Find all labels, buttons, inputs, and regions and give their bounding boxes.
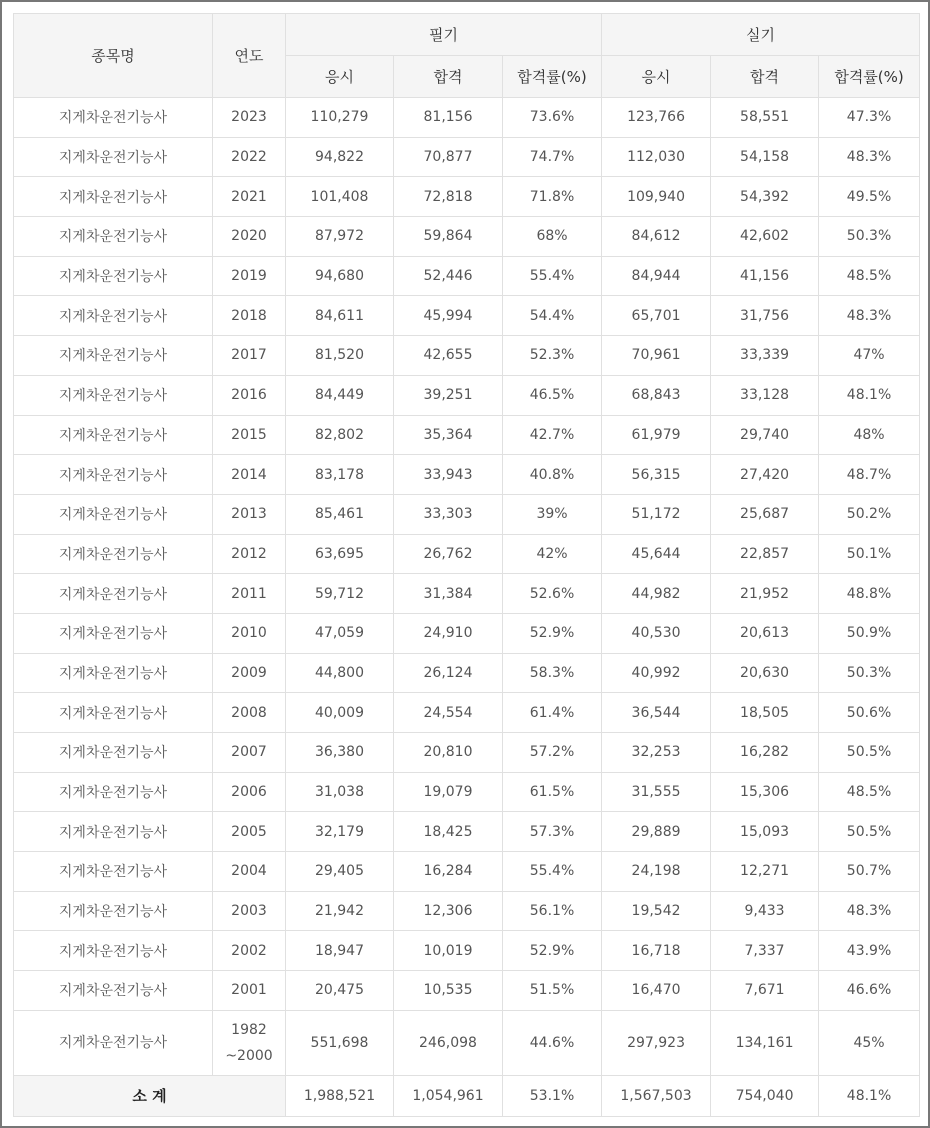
cell-year: 2020 — [213, 217, 286, 257]
cell-practical-passed: 15,306 — [711, 772, 819, 812]
cell-written-rate: 56.1% — [503, 891, 602, 931]
cell-written-passed: 33,943 — [394, 455, 503, 495]
cell-year: 2005 — [213, 812, 286, 852]
cell-written-rate: 74.7% — [503, 137, 602, 177]
header-year: 연도 — [213, 14, 286, 98]
cell-written-passed: 35,364 — [394, 415, 503, 455]
cell-name: 지게차운전기능사 — [14, 812, 213, 852]
cell-practical-passed: 25,687 — [711, 494, 819, 534]
cell-written-rate: 52.9% — [503, 931, 602, 971]
table-row — [14, 137, 920, 177]
cell-year: 2019 — [213, 256, 286, 296]
table-row — [14, 177, 920, 217]
cell-written-rate: 39% — [503, 494, 602, 534]
cell-written-applied: 84,611 — [286, 296, 394, 336]
cell-practical-passed: 15,093 — [711, 812, 819, 852]
cell-written-rate: 44.6% — [503, 1010, 602, 1075]
cell-practical-passed: 9,433 — [711, 891, 819, 931]
cell-written-rate: 51.5% — [503, 971, 602, 1011]
cell-practical-applied: 16,718 — [602, 931, 711, 971]
pass-rate-table — [13, 13, 920, 1117]
cell-practical-passed: 22,857 — [711, 534, 819, 574]
cell-written-passed: 45,994 — [394, 296, 503, 336]
cell-written-passed: 24,910 — [394, 613, 503, 653]
cell-written-applied: 94,680 — [286, 256, 394, 296]
cell-practical-passed: 7,337 — [711, 931, 819, 971]
cell-year: 2010 — [213, 613, 286, 653]
cell-year: 2006 — [213, 772, 286, 812]
table-row — [14, 1010, 920, 1075]
cell-practical-rate: 49.5% — [819, 177, 920, 217]
cell-practical-rate: 48.3% — [819, 891, 920, 931]
cell-name: 지게차운전기능사 — [14, 1010, 213, 1075]
cell-name: 지게차운전기능사 — [14, 336, 213, 376]
cell-written-applied: 47,059 — [286, 613, 394, 653]
cell-written-applied: 32,179 — [286, 812, 394, 852]
cell-written-applied: 82,802 — [286, 415, 394, 455]
cell-year: 2004 — [213, 852, 286, 892]
cell-written-applied: 85,461 — [286, 494, 394, 534]
cell-written-passed: 59,864 — [394, 217, 503, 257]
cell-written-rate: 57.3% — [503, 812, 602, 852]
cell-written-passed: 20,810 — [394, 733, 503, 773]
cell-practical-passed: 29,740 — [711, 415, 819, 455]
cell-written-applied: 94,822 — [286, 137, 394, 177]
cell-practical-rate: 50.5% — [819, 733, 920, 773]
cell-name: 지게차운전기능사 — [14, 375, 213, 415]
cell-practical-rate: 48.3% — [819, 296, 920, 336]
table-row — [14, 296, 920, 336]
cell-practical-passed: 20,630 — [711, 653, 819, 693]
cell-year: 1982 ~2000 — [213, 1010, 286, 1075]
cell-year: 2002 — [213, 931, 286, 971]
cell-written-applied: 40,009 — [286, 693, 394, 733]
table-row — [14, 415, 920, 455]
header-written-applied: 응시 — [286, 56, 394, 98]
cell-year: 2018 — [213, 296, 286, 336]
cell-name: 지게차운전기능사 — [14, 574, 213, 614]
cell-practical-applied: 16,470 — [602, 971, 711, 1011]
cell-practical-rate: 45% — [819, 1010, 920, 1075]
table-row — [14, 891, 920, 931]
cell-written-rate: 73.6% — [503, 98, 602, 138]
cell-name: 지게차운전기능사 — [14, 455, 213, 495]
cell-written-applied: 110,279 — [286, 98, 394, 138]
table-row — [14, 494, 920, 534]
cell-practical-applied: 68,843 — [602, 375, 711, 415]
total-label: 소 계 — [14, 1075, 286, 1116]
cell-practical-rate: 47.3% — [819, 98, 920, 138]
table-row — [14, 733, 920, 773]
cell-practical-passed: 41,156 — [711, 256, 819, 296]
cell-written-rate: 61.4% — [503, 693, 602, 733]
cell-written-rate: 42% — [503, 534, 602, 574]
cell-year: 2021 — [213, 177, 286, 217]
header-name: 종목명 — [14, 14, 213, 98]
total-practical-passed: 754,040 — [711, 1075, 819, 1116]
cell-year: 2012 — [213, 534, 286, 574]
table-row — [14, 812, 920, 852]
cell-written-passed: 39,251 — [394, 375, 503, 415]
cell-year: 2007 — [213, 733, 286, 773]
cell-name: 지게차운전기능사 — [14, 733, 213, 773]
cell-written-rate: 68% — [503, 217, 602, 257]
cell-written-passed: 10,019 — [394, 931, 503, 971]
cell-name: 지게차운전기능사 — [14, 971, 213, 1011]
cell-written-applied: 59,712 — [286, 574, 394, 614]
table-row — [14, 455, 920, 495]
cell-written-passed: 10,535 — [394, 971, 503, 1011]
table-row — [14, 931, 920, 971]
cell-written-passed: 12,306 — [394, 891, 503, 931]
cell-written-rate: 55.4% — [503, 852, 602, 892]
cell-practical-applied: 44,982 — [602, 574, 711, 614]
cell-practical-passed: 20,613 — [711, 613, 819, 653]
cell-name: 지게차운전기능사 — [14, 494, 213, 534]
table-row — [14, 375, 920, 415]
cell-year: 2023 — [213, 98, 286, 138]
total-written-rate: 53.1% — [503, 1075, 602, 1116]
table-row — [14, 217, 920, 257]
cell-written-rate: 58.3% — [503, 653, 602, 693]
cell-written-applied: 44,800 — [286, 653, 394, 693]
cell-practical-rate: 43.9% — [819, 931, 920, 971]
total-practical-applied: 1,567,503 — [602, 1075, 711, 1116]
cell-name: 지게차운전기능사 — [14, 891, 213, 931]
table-row — [14, 653, 920, 693]
cell-year: 2013 — [213, 494, 286, 534]
table-row — [14, 971, 920, 1011]
cell-practical-rate: 48% — [819, 415, 920, 455]
cell-practical-rate: 48.3% — [819, 137, 920, 177]
cell-practical-applied: 109,940 — [602, 177, 711, 217]
cell-written-rate: 57.2% — [503, 733, 602, 773]
cell-written-passed: 70,877 — [394, 137, 503, 177]
cell-name: 지게차운전기능사 — [14, 852, 213, 892]
cell-practical-applied: 19,542 — [602, 891, 711, 931]
cell-written-rate: 61.5% — [503, 772, 602, 812]
cell-practical-applied: 56,315 — [602, 455, 711, 495]
cell-written-passed: 31,384 — [394, 574, 503, 614]
cell-written-applied: 21,942 — [286, 891, 394, 931]
cell-written-applied: 551,698 — [286, 1010, 394, 1075]
cell-name: 지게차운전기능사 — [14, 256, 213, 296]
cell-practical-rate: 48.1% — [819, 375, 920, 415]
total-practical-rate: 48.1% — [819, 1075, 920, 1116]
cell-practical-passed: 33,128 — [711, 375, 819, 415]
cell-practical-applied: 40,992 — [602, 653, 711, 693]
cell-practical-rate: 50.1% — [819, 534, 920, 574]
cell-written-passed: 24,554 — [394, 693, 503, 733]
cell-written-passed: 26,762 — [394, 534, 503, 574]
header-practical-rate: 합격률(%) — [819, 56, 920, 98]
cell-name: 지게차운전기능사 — [14, 653, 213, 693]
cell-written-applied: 20,475 — [286, 971, 394, 1011]
cell-name: 지게차운전기능사 — [14, 177, 213, 217]
cell-practical-rate: 50.7% — [819, 852, 920, 892]
cell-written-applied: 83,178 — [286, 455, 394, 495]
cell-practical-applied: 24,198 — [602, 852, 711, 892]
cell-written-applied: 84,449 — [286, 375, 394, 415]
header-practical: 실기 — [602, 14, 920, 56]
cell-written-rate: 46.5% — [503, 375, 602, 415]
cell-practical-rate: 50.2% — [819, 494, 920, 534]
table-row — [14, 772, 920, 812]
cell-written-rate: 55.4% — [503, 256, 602, 296]
cell-practical-rate: 50.6% — [819, 693, 920, 733]
cell-written-applied: 36,380 — [286, 733, 394, 773]
cell-practical-rate: 50.3% — [819, 653, 920, 693]
cell-written-applied: 29,405 — [286, 852, 394, 892]
cell-practical-applied: 70,961 — [602, 336, 711, 376]
header-practical-applied: 응시 — [602, 56, 711, 98]
cell-written-passed: 33,303 — [394, 494, 503, 534]
total-written-passed: 1,054,961 — [394, 1075, 503, 1116]
total-written-applied: 1,988,521 — [286, 1075, 394, 1116]
cell-written-rate: 40.8% — [503, 455, 602, 495]
cell-name: 지게차운전기능사 — [14, 296, 213, 336]
header-written-passed: 합격 — [394, 56, 503, 98]
cell-year: 2015 — [213, 415, 286, 455]
table-row — [14, 693, 920, 733]
cell-practical-passed: 18,505 — [711, 693, 819, 733]
table-row — [14, 98, 920, 138]
cell-year: 2008 — [213, 693, 286, 733]
cell-written-passed: 19,079 — [394, 772, 503, 812]
cell-name: 지게차운전기능사 — [14, 931, 213, 971]
cell-written-passed: 72,818 — [394, 177, 503, 217]
header-practical-passed: 합격 — [711, 56, 819, 98]
cell-practical-passed: 33,339 — [711, 336, 819, 376]
cell-practical-passed: 134,161 — [711, 1010, 819, 1075]
cell-practical-applied: 65,701 — [602, 296, 711, 336]
cell-written-applied: 31,038 — [286, 772, 394, 812]
total-row — [14, 1075, 920, 1116]
cell-name: 지게차운전기능사 — [14, 217, 213, 257]
cell-practical-applied: 40,530 — [602, 613, 711, 653]
cell-practical-rate: 48.8% — [819, 574, 920, 614]
cell-practical-rate: 50.9% — [819, 613, 920, 653]
cell-practical-rate: 50.5% — [819, 812, 920, 852]
cell-name: 지게차운전기능사 — [14, 772, 213, 812]
cell-practical-applied: 29,889 — [602, 812, 711, 852]
cell-practical-rate: 48.5% — [819, 772, 920, 812]
cell-year: 2011 — [213, 574, 286, 614]
cell-written-passed: 18,425 — [394, 812, 503, 852]
cell-year: 2022 — [213, 137, 286, 177]
cell-practical-passed: 21,952 — [711, 574, 819, 614]
cell-practical-rate: 47% — [819, 336, 920, 376]
cell-practical-passed: 7,671 — [711, 971, 819, 1011]
table-row — [14, 336, 920, 376]
cell-written-rate: 54.4% — [503, 296, 602, 336]
cell-practical-passed: 31,756 — [711, 296, 819, 336]
cell-practical-rate: 48.5% — [819, 256, 920, 296]
cell-written-applied: 81,520 — [286, 336, 394, 376]
cell-practical-passed: 58,551 — [711, 98, 819, 138]
cell-practical-applied: 36,544 — [602, 693, 711, 733]
cell-written-rate: 52.9% — [503, 613, 602, 653]
cell-practical-rate: 48.7% — [819, 455, 920, 495]
cell-written-passed: 246,098 — [394, 1010, 503, 1075]
cell-year: 2014 — [213, 455, 286, 495]
table-row — [14, 534, 920, 574]
cell-name: 지게차운전기능사 — [14, 613, 213, 653]
cell-practical-rate: 46.6% — [819, 971, 920, 1011]
cell-practical-applied: 31,555 — [602, 772, 711, 812]
header-written: 필기 — [286, 14, 602, 56]
cell-year: 2017 — [213, 336, 286, 376]
table-row — [14, 574, 920, 614]
cell-practical-passed: 16,282 — [711, 733, 819, 773]
cell-practical-rate: 50.3% — [819, 217, 920, 257]
cell-name: 지게차운전기능사 — [14, 137, 213, 177]
cell-written-applied: 101,408 — [286, 177, 394, 217]
cell-year: 2001 — [213, 971, 286, 1011]
cell-written-rate: 52.6% — [503, 574, 602, 614]
cell-year: 2009 — [213, 653, 286, 693]
cell-practical-applied: 45,644 — [602, 534, 711, 574]
cell-written-passed: 42,655 — [394, 336, 503, 376]
cell-practical-applied: 112,030 — [602, 137, 711, 177]
cell-practical-passed: 54,158 — [711, 137, 819, 177]
cell-practical-applied: 32,253 — [602, 733, 711, 773]
cell-practical-applied: 297,923 — [602, 1010, 711, 1075]
cell-written-applied: 87,972 — [286, 217, 394, 257]
cell-written-applied: 63,695 — [286, 534, 394, 574]
cell-practical-passed: 27,420 — [711, 455, 819, 495]
cell-practical-applied: 84,612 — [602, 217, 711, 257]
cell-written-passed: 81,156 — [394, 98, 503, 138]
cell-practical-passed: 12,271 — [711, 852, 819, 892]
cell-practical-passed: 54,392 — [711, 177, 819, 217]
header-written-rate: 합격률(%) — [503, 56, 602, 98]
cell-practical-applied: 51,172 — [602, 494, 711, 534]
cell-written-passed: 52,446 — [394, 256, 503, 296]
table-row — [14, 852, 920, 892]
cell-written-applied: 18,947 — [286, 931, 394, 971]
cell-practical-passed: 42,602 — [711, 217, 819, 257]
cell-name: 지게차운전기능사 — [14, 98, 213, 138]
cell-written-rate: 71.8% — [503, 177, 602, 217]
cell-practical-applied: 61,979 — [602, 415, 711, 455]
cell-practical-applied: 84,944 — [602, 256, 711, 296]
cell-name: 지게차운전기능사 — [14, 693, 213, 733]
cell-year: 2016 — [213, 375, 286, 415]
table-row — [14, 256, 920, 296]
cell-written-passed: 16,284 — [394, 852, 503, 892]
cell-name: 지게차운전기능사 — [14, 415, 213, 455]
cell-practical-applied: 123,766 — [602, 98, 711, 138]
cell-year: 2003 — [213, 891, 286, 931]
cell-written-rate: 42.7% — [503, 415, 602, 455]
cell-written-rate: 52.3% — [503, 336, 602, 376]
cell-written-passed: 26,124 — [394, 653, 503, 693]
cell-name: 지게차운전기능사 — [14, 534, 213, 574]
table-row — [14, 613, 920, 653]
